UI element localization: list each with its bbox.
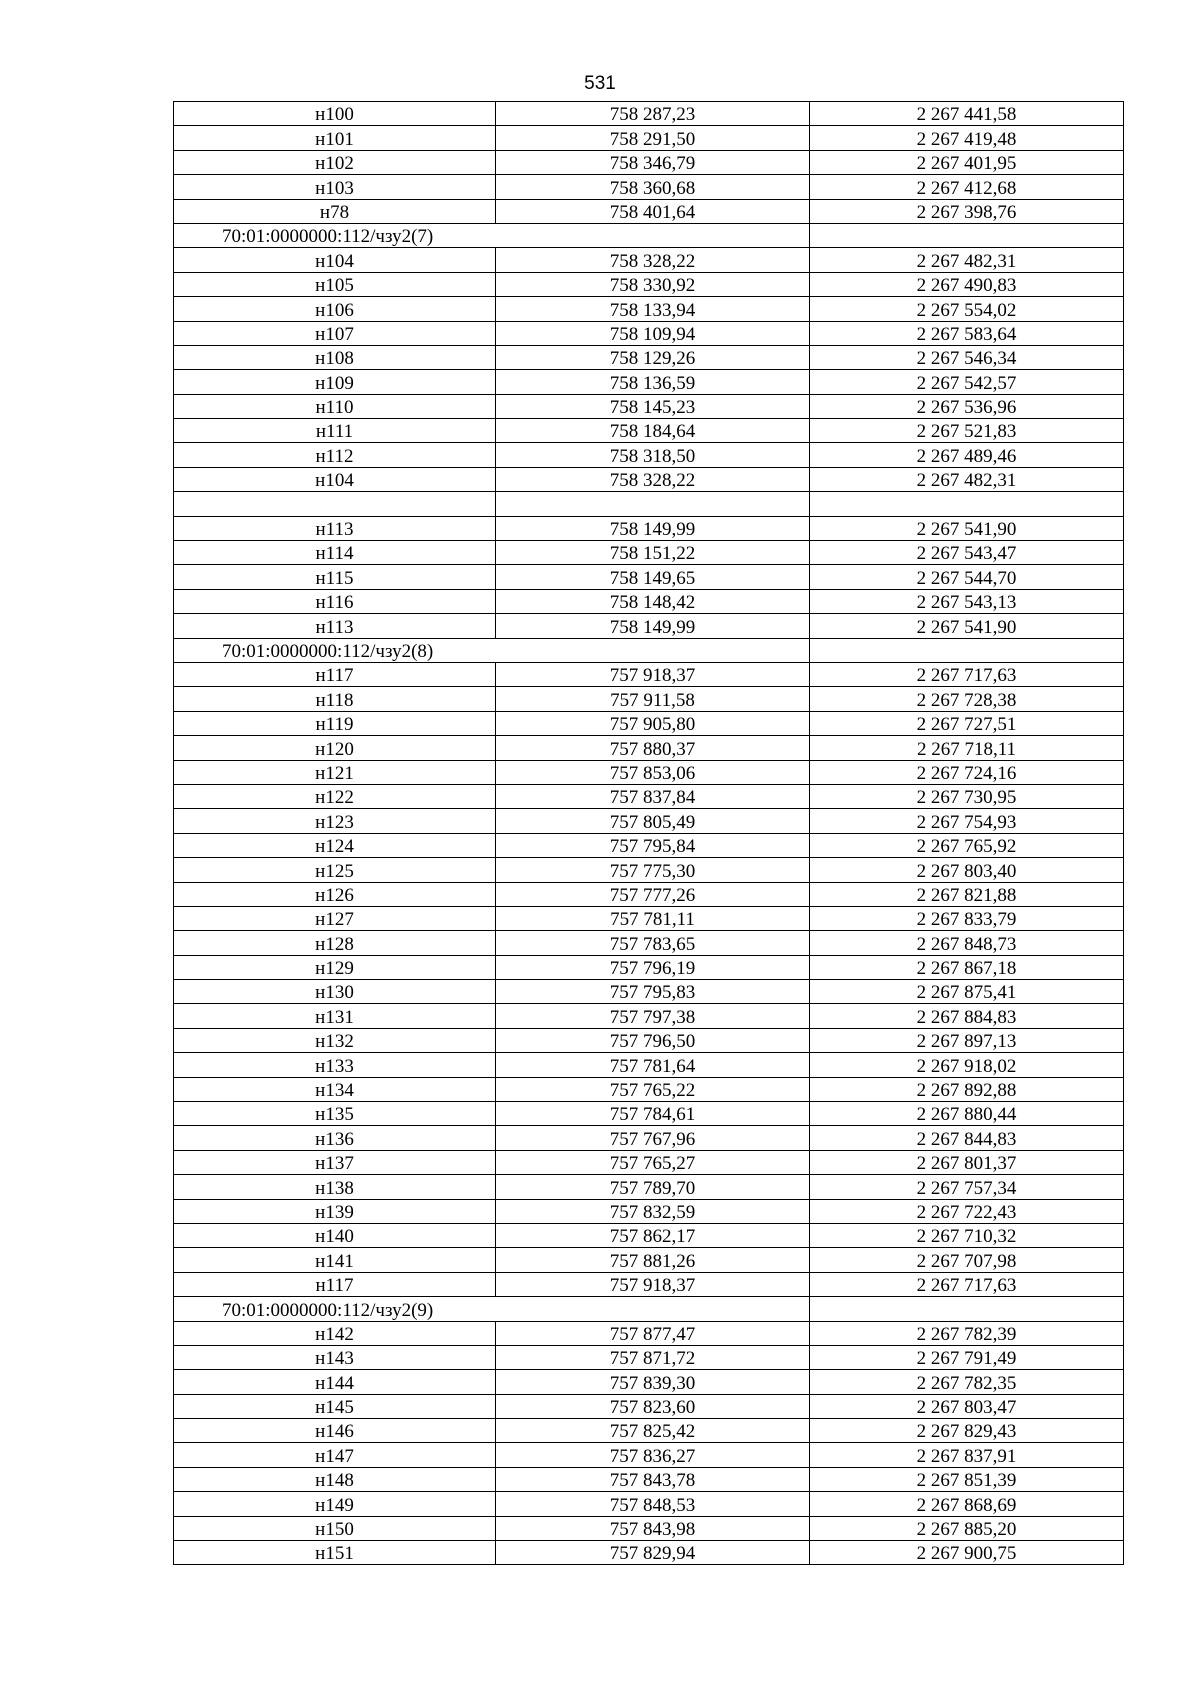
point-name-cell: н143 [174,1345,496,1369]
y-coordinate-cell: 2 267 782,39 [810,1321,1124,1345]
table-row [174,150,1124,174]
y-coordinate-cell: 2 267 718,11 [810,736,1124,760]
table-row [174,199,1124,223]
x-coordinate-cell: 757 843,78 [496,1467,810,1491]
point-name-cell: н121 [174,760,496,784]
x-coordinate-cell: 757 795,84 [496,833,810,857]
x-coordinate-cell: 757 862,17 [496,1223,810,1247]
table-row [174,1199,1124,1223]
y-coordinate-cell: 2 267 412,68 [810,175,1124,199]
x-coordinate-cell: 758 328,22 [496,248,810,272]
y-coordinate-cell: 2 267 543,13 [810,589,1124,613]
table-row [174,760,1124,784]
x-coordinate-cell: 757 823,60 [496,1394,810,1418]
y-coordinate-cell: 2 267 541,90 [810,614,1124,638]
table-row [174,1175,1124,1199]
x-coordinate-cell: 758 291,50 [496,126,810,150]
x-coordinate-cell: 757 765,22 [496,1077,810,1101]
point-name-cell: н78 [174,199,496,223]
table-row [174,1419,1124,1443]
empty-cell [810,492,1124,516]
x-coordinate-cell: 757 839,30 [496,1370,810,1394]
table-row [174,784,1124,808]
point-name-cell: н117 [174,662,496,686]
point-name-cell: н144 [174,1370,496,1394]
x-coordinate-cell: 757 777,26 [496,882,810,906]
point-name-cell: н131 [174,1004,496,1028]
point-name-cell: н122 [174,784,496,808]
y-coordinate-cell: 2 267 482,31 [810,248,1124,272]
x-coordinate-cell: 757 796,50 [496,1028,810,1052]
point-name-cell: н127 [174,906,496,930]
table-row [174,1541,1124,1565]
point-name-cell: н107 [174,321,496,345]
point-name-cell: н105 [174,272,496,296]
x-coordinate-cell: 757 825,42 [496,1419,810,1443]
y-coordinate-cell: 2 267 543,47 [810,541,1124,565]
x-coordinate-cell: 758 129,26 [496,345,810,369]
point-name-cell: н126 [174,882,496,906]
table-row [174,906,1124,930]
table-row [174,809,1124,833]
y-coordinate-cell: 2 267 542,57 [810,370,1124,394]
point-name-cell: н102 [174,150,496,174]
y-coordinate-cell: 2 267 884,83 [810,1004,1124,1028]
y-coordinate-cell: 2 267 717,63 [810,1272,1124,1296]
table-row [174,1102,1124,1126]
y-coordinate-cell: 2 267 791,49 [810,1345,1124,1369]
point-name-cell: н146 [174,1419,496,1443]
y-coordinate-cell: 2 267 867,18 [810,955,1124,979]
section-label-cell: 70:01:0000000:112/чзу2(8) [174,638,810,662]
y-coordinate-cell: 2 267 727,51 [810,711,1124,735]
table-row [174,662,1124,686]
x-coordinate-cell: 757 796,19 [496,955,810,979]
point-name-cell: н117 [174,1272,496,1296]
x-coordinate-cell: 758 330,92 [496,272,810,296]
y-coordinate-cell: 2 267 875,41 [810,980,1124,1004]
y-coordinate-cell: 2 267 833,79 [810,906,1124,930]
y-coordinate-cell: 2 267 554,02 [810,297,1124,321]
x-coordinate-cell: 758 133,94 [496,297,810,321]
point-name-cell: н151 [174,1541,496,1565]
point-name-cell: н111 [174,419,496,443]
y-coordinate-cell: 2 267 851,39 [810,1467,1124,1491]
table-row [174,614,1124,638]
table-row [174,1321,1124,1345]
table-row [174,467,1124,491]
table-row [174,833,1124,857]
x-coordinate-cell: 757 836,27 [496,1443,810,1467]
table-row [174,419,1124,443]
table-row [174,882,1124,906]
table-row [174,1443,1124,1467]
point-name-cell: н136 [174,1126,496,1150]
point-name-cell: н150 [174,1516,496,1540]
point-name-cell: н140 [174,1223,496,1247]
point-name-cell: н147 [174,1443,496,1467]
table-row [174,1370,1124,1394]
point-name-cell: н114 [174,541,496,565]
x-coordinate-cell: 758 318,50 [496,443,810,467]
y-coordinate-cell: 2 267 782,35 [810,1370,1124,1394]
y-coordinate-cell: 2 267 821,88 [810,882,1124,906]
table-row [174,1004,1124,1028]
y-coordinate-cell: 2 267 441,58 [810,102,1124,126]
y-coordinate-cell: 2 267 803,47 [810,1394,1124,1418]
table-row [174,297,1124,321]
x-coordinate-cell: 757 775,30 [496,858,810,882]
x-coordinate-cell: 758 136,59 [496,370,810,394]
y-coordinate-cell: 2 267 868,69 [810,1492,1124,1516]
x-coordinate-cell: 758 149,65 [496,565,810,589]
table-row [174,1248,1124,1272]
y-coordinate-cell: 2 267 730,95 [810,784,1124,808]
y-coordinate-cell: 2 267 829,43 [810,1419,1124,1443]
empty-cell [810,1297,1124,1321]
table-row [174,1394,1124,1418]
table-row [174,516,1124,540]
table-row [174,443,1124,467]
x-coordinate-cell: 758 149,99 [496,614,810,638]
point-name-cell: н113 [174,516,496,540]
point-name-cell: н106 [174,297,496,321]
point-name-cell: н142 [174,1321,496,1345]
table-row [174,1126,1124,1150]
table-row [174,1077,1124,1101]
y-coordinate-cell: 2 267 536,96 [810,394,1124,418]
x-coordinate-cell: 757 784,61 [496,1102,810,1126]
point-name-cell: н119 [174,711,496,735]
x-coordinate-cell: 757 871,72 [496,1345,810,1369]
x-coordinate-cell: 758 287,23 [496,102,810,126]
table-row [174,565,1124,589]
y-coordinate-cell: 2 267 754,93 [810,809,1124,833]
page-number: 531 [584,73,616,94]
table-row [174,980,1124,1004]
x-coordinate-cell: 757 781,11 [496,906,810,930]
table-row [174,711,1124,735]
section-header-row [174,1297,1124,1321]
point-name-cell: н112 [174,443,496,467]
y-coordinate-cell: 2 267 489,46 [810,443,1124,467]
x-coordinate-cell: 757 797,38 [496,1004,810,1028]
table-row [174,370,1124,394]
empty-cell [810,638,1124,662]
point-name-cell: н123 [174,809,496,833]
point-name-cell: н134 [174,1077,496,1101]
blank-row [174,492,1124,516]
y-coordinate-cell: 2 267 419,48 [810,126,1124,150]
table-row [174,126,1124,150]
x-coordinate-cell: 757 837,84 [496,784,810,808]
table-row [174,955,1124,979]
y-coordinate-cell: 2 267 918,02 [810,1053,1124,1077]
x-coordinate-cell: 757 781,64 [496,1053,810,1077]
table-row [174,102,1124,126]
x-coordinate-cell: 758 145,23 [496,394,810,418]
x-coordinate-cell: 757 881,26 [496,1248,810,1272]
x-coordinate-cell: 757 829,94 [496,1541,810,1565]
section-header-row [174,638,1124,662]
point-name-cell: н108 [174,345,496,369]
table-row [174,248,1124,272]
table-row [174,394,1124,418]
y-coordinate-cell: 2 267 892,88 [810,1077,1124,1101]
empty-cell [810,223,1124,247]
y-coordinate-cell: 2 267 724,16 [810,760,1124,784]
y-coordinate-cell: 2 267 885,20 [810,1516,1124,1540]
x-coordinate-cell: 758 360,68 [496,175,810,199]
y-coordinate-cell: 2 267 521,83 [810,419,1124,443]
table-row [174,931,1124,955]
table-row [174,345,1124,369]
point-name-cell: н149 [174,1492,496,1516]
point-name-cell: н110 [174,394,496,418]
x-coordinate-cell: 758 109,94 [496,321,810,345]
y-coordinate-cell: 2 267 490,83 [810,272,1124,296]
y-coordinate-cell: 2 267 546,34 [810,345,1124,369]
table-row [174,175,1124,199]
point-name-cell: н135 [174,1102,496,1126]
point-name-cell: н113 [174,614,496,638]
table-row [174,321,1124,345]
table-row [174,1150,1124,1174]
x-coordinate-cell: 757 918,37 [496,1272,810,1296]
point-name-cell: н137 [174,1150,496,1174]
point-name-cell: н115 [174,565,496,589]
x-coordinate-cell: 758 401,64 [496,199,810,223]
point-name-cell: н139 [174,1199,496,1223]
x-coordinate-cell: 758 346,79 [496,150,810,174]
point-name-cell: н141 [174,1248,496,1272]
table-row [174,736,1124,760]
point-name-cell: н104 [174,248,496,272]
table-row [174,1492,1124,1516]
x-coordinate-cell: 757 911,58 [496,687,810,711]
table-row [174,1028,1124,1052]
y-coordinate-cell: 2 267 880,44 [810,1102,1124,1126]
table-row [174,272,1124,296]
table-row [174,1053,1124,1077]
x-coordinate-cell: 757 805,49 [496,809,810,833]
empty-cell [174,492,496,516]
y-coordinate-cell: 2 267 803,40 [810,858,1124,882]
y-coordinate-cell: 2 267 897,13 [810,1028,1124,1052]
x-coordinate-cell: 757 795,83 [496,980,810,1004]
x-coordinate-cell: 757 918,37 [496,662,810,686]
y-coordinate-cell: 2 267 848,73 [810,931,1124,955]
point-name-cell: н101 [174,126,496,150]
point-name-cell: н120 [174,736,496,760]
x-coordinate-cell: 757 853,06 [496,760,810,784]
point-name-cell: н125 [174,858,496,882]
coordinates-table [173,101,1124,1565]
point-name-cell: н100 [174,102,496,126]
x-coordinate-cell: 758 151,22 [496,541,810,565]
y-coordinate-cell: 2 267 583,64 [810,321,1124,345]
x-coordinate-cell: 757 905,80 [496,711,810,735]
table-row [174,687,1124,711]
x-coordinate-cell: 757 877,47 [496,1321,810,1345]
empty-cell [496,492,810,516]
coordinates-table-body [174,102,1124,1565]
point-name-cell: н130 [174,980,496,1004]
y-coordinate-cell: 2 267 401,95 [810,150,1124,174]
y-coordinate-cell: 2 267 398,76 [810,199,1124,223]
table-row [174,1467,1124,1491]
point-name-cell: н104 [174,467,496,491]
point-name-cell: н148 [174,1467,496,1491]
section-header-row [174,223,1124,247]
point-name-cell: н138 [174,1175,496,1199]
x-coordinate-cell: 757 765,27 [496,1150,810,1174]
table-row [174,1272,1124,1296]
point-name-cell: н133 [174,1053,496,1077]
point-name-cell: н128 [174,931,496,955]
y-coordinate-cell: 2 267 728,38 [810,687,1124,711]
y-coordinate-cell: 2 267 717,63 [810,662,1124,686]
section-label-cell: 70:01:0000000:112/чзу2(9) [174,1297,810,1321]
y-coordinate-cell: 2 267 765,92 [810,833,1124,857]
point-name-cell: н116 [174,589,496,613]
point-name-cell: н103 [174,175,496,199]
table-row [174,1516,1124,1540]
point-name-cell: н118 [174,687,496,711]
table-row [174,858,1124,882]
x-coordinate-cell: 758 148,42 [496,589,810,613]
y-coordinate-cell: 2 267 544,70 [810,565,1124,589]
point-name-cell: н132 [174,1028,496,1052]
point-name-cell: н124 [174,833,496,857]
x-coordinate-cell: 758 184,64 [496,419,810,443]
y-coordinate-cell: 2 267 707,98 [810,1248,1124,1272]
table-row [174,541,1124,565]
y-coordinate-cell: 2 267 844,83 [810,1126,1124,1150]
y-coordinate-cell: 2 267 900,75 [810,1541,1124,1565]
table-row [174,1223,1124,1247]
section-label-cell: 70:01:0000000:112/чзу2(7) [174,223,810,247]
y-coordinate-cell: 2 267 757,34 [810,1175,1124,1199]
y-coordinate-cell: 2 267 710,32 [810,1223,1124,1247]
point-name-cell: н109 [174,370,496,394]
x-coordinate-cell: 757 783,65 [496,931,810,955]
point-name-cell: н145 [174,1394,496,1418]
x-coordinate-cell: 757 767,96 [496,1126,810,1150]
table-row [174,589,1124,613]
point-name-cell: н129 [174,955,496,979]
y-coordinate-cell: 2 267 837,91 [810,1443,1124,1467]
x-coordinate-cell: 757 843,98 [496,1516,810,1540]
x-coordinate-cell: 757 848,53 [496,1492,810,1516]
y-coordinate-cell: 2 267 541,90 [810,516,1124,540]
y-coordinate-cell: 2 267 801,37 [810,1150,1124,1174]
y-coordinate-cell: 2 267 482,31 [810,467,1124,491]
x-coordinate-cell: 757 880,37 [496,736,810,760]
x-coordinate-cell: 757 789,70 [496,1175,810,1199]
table-row [174,1345,1124,1369]
y-coordinate-cell: 2 267 722,43 [810,1199,1124,1223]
x-coordinate-cell: 757 832,59 [496,1199,810,1223]
x-coordinate-cell: 758 149,99 [496,516,810,540]
x-coordinate-cell: 758 328,22 [496,467,810,491]
